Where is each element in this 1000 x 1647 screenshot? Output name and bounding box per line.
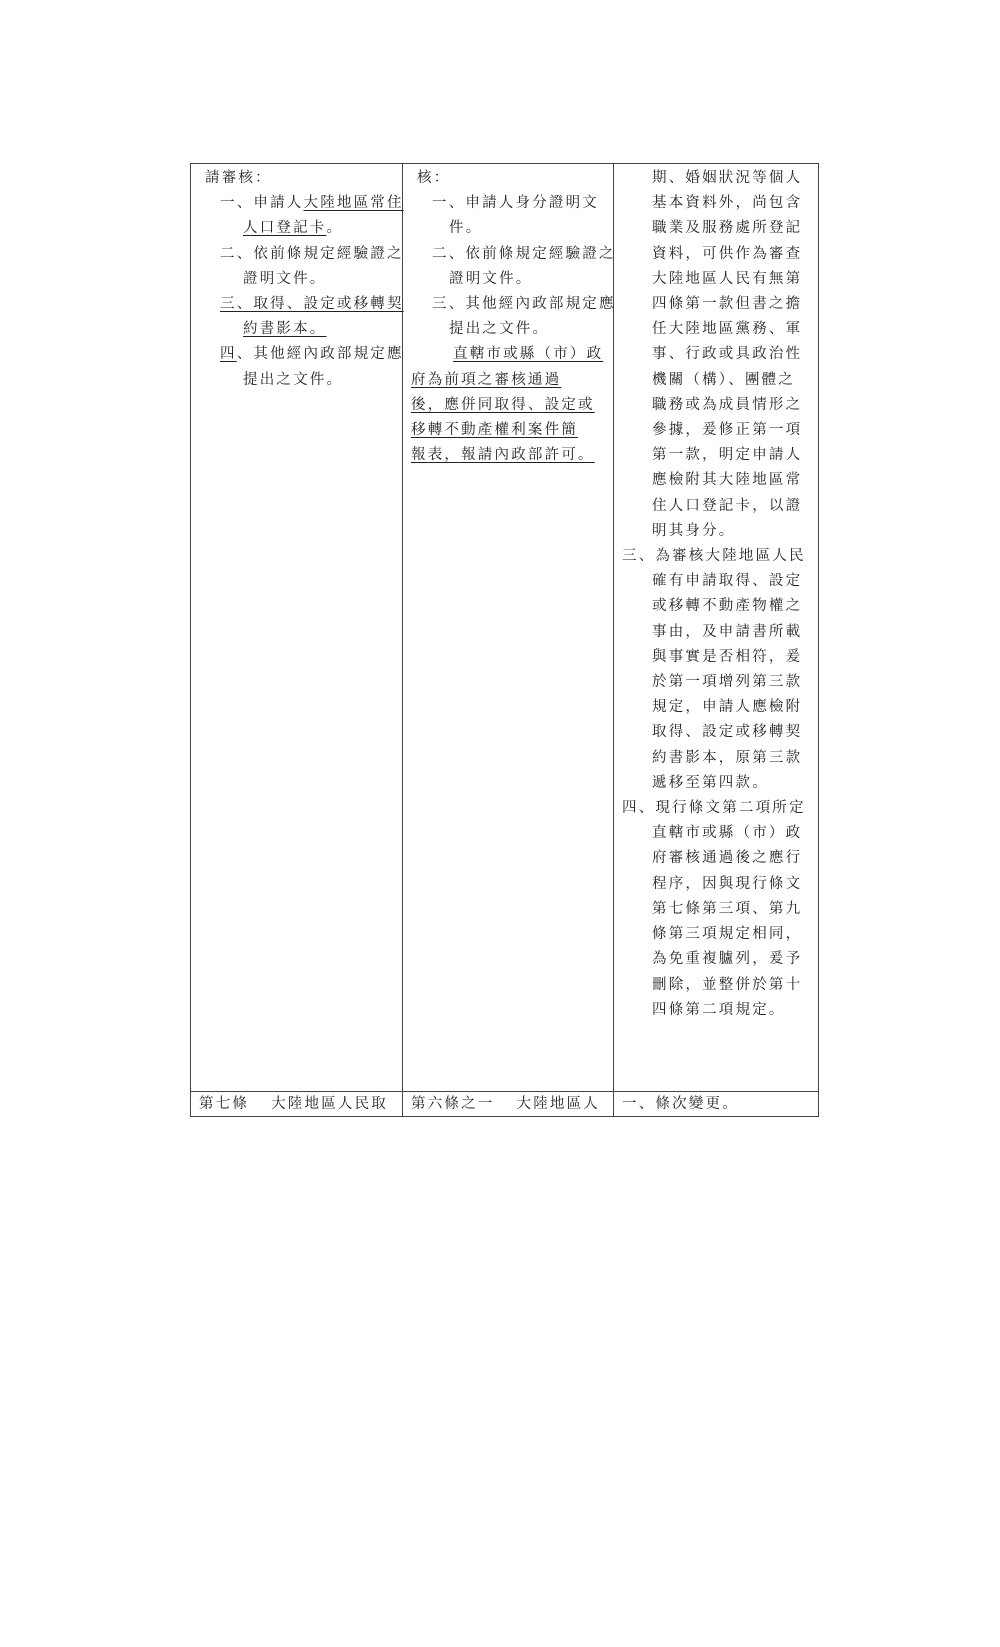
- text-line: 四、現行條文第二項所定: [622, 800, 806, 817]
- text-line: 遞移至第四款。: [652, 774, 769, 791]
- current-text-cell: [403, 1092, 614, 1117]
- text-line: 規定，申請人應檢附: [652, 699, 803, 716]
- text-line: 為免重複臚列，爰予: [652, 951, 803, 968]
- text-line: 證明文件。: [243, 270, 327, 287]
- text-line: 移轉不動產權利案件簡: [411, 422, 578, 439]
- text-line: 條第三項規定相同，: [652, 926, 803, 943]
- table-row: [191, 164, 819, 1092]
- article-text: 大陸地區人: [516, 1096, 600, 1112]
- text-fragment: 一、申請人: [220, 195, 304, 212]
- text-line: 期、婚姻狀況等個人: [652, 170, 803, 186]
- text-line: 應檢附其大陸地區常: [652, 472, 803, 489]
- text-line: 約書影本，原第三款: [652, 749, 803, 766]
- text-line: 明其身分。: [652, 522, 736, 539]
- text-line: 一、申請人身分證明文: [432, 195, 599, 212]
- text-line: 取得、設定或移轉契: [652, 724, 803, 741]
- underlined-fragment: 大陸地區常住: [303, 195, 404, 212]
- explanation-cell: [614, 1092, 819, 1117]
- text-line: 三、其他經內政部規定應: [432, 296, 616, 313]
- text-fragment: 。: [326, 220, 344, 237]
- text-line: 第七條第三項、第九: [652, 900, 803, 917]
- text-line: 事由，及申請書所載: [652, 623, 803, 640]
- text-line: 證明文件。: [449, 270, 533, 287]
- amended-text-cell: [191, 1092, 403, 1117]
- article-number: 第七條: [199, 1096, 250, 1112]
- text-line: 程序，因與現行條文: [652, 875, 803, 892]
- text-line: [199, 317, 397, 342]
- text-line: 三、為審核大陸地區人民: [622, 548, 806, 565]
- explanation-cell: [614, 164, 819, 1092]
- text-line: 機關（構）、團體之: [652, 371, 796, 388]
- text-line: [199, 191, 404, 216]
- underlined-fragment: 人口登記卡: [243, 220, 327, 237]
- article-text: 大陸地區人民取: [271, 1096, 389, 1112]
- text-line: [411, 1093, 608, 1115]
- text-line: 提出之文件。: [449, 321, 550, 338]
- text-line: 四條第二項規定。: [652, 1001, 786, 1018]
- text-line: 職務或為成員情形之: [652, 396, 803, 413]
- underlined-fragment: 直轄市或縣（市）政: [453, 346, 604, 363]
- text-line: 與事實是否相符，爰: [652, 648, 803, 665]
- underlined-fragment: 四: [220, 346, 237, 363]
- current-text-cell: [403, 164, 614, 1092]
- text-line: 二、依前條規定經驗證之: [220, 245, 404, 262]
- underlined-fragment: 約書影本。: [243, 321, 327, 338]
- text-line: 職業及服務處所登記: [652, 220, 803, 237]
- text-line: 後，應併同取得、設定或: [411, 396, 595, 413]
- text-line: 一、條次變更。: [622, 1096, 739, 1112]
- text-line: 住人口登記卡，以證: [652, 497, 803, 514]
- text-line: 請審核：: [205, 170, 272, 186]
- text-line: [199, 342, 404, 367]
- text-line: 報表，報請內政部許可。: [411, 447, 595, 464]
- text-line: 或移轉不動產物權之: [652, 598, 803, 615]
- text-line: 刪除，並整併於第十: [652, 976, 803, 993]
- text-line: 確有申請取得、設定: [652, 573, 803, 590]
- text-line: 資料，可供作為審查: [652, 245, 803, 262]
- text-line: 於第一項增列第三款: [652, 674, 803, 691]
- text-line: 三、取得、設定或移轉契: [220, 296, 404, 313]
- article-number: 第六條之一: [411, 1096, 495, 1112]
- text-line: 任大陸地區黨務、軍: [652, 321, 803, 338]
- text-line: [199, 216, 397, 241]
- text-line: 二、依前條規定經驗證之: [432, 245, 616, 262]
- text-line: 四條第一款但書之擔: [652, 296, 803, 313]
- amended-text-cell: [191, 164, 403, 1092]
- text-line: 第一款，明定申請人: [652, 447, 803, 464]
- text-line: 提出之文件。: [243, 371, 344, 388]
- text-fragment: 、其他經內政部規定應: [236, 346, 404, 363]
- text-line: 事、行政或具政治性: [652, 346, 803, 363]
- text-line: 核：: [417, 170, 451, 186]
- text-line: 府為前項之審核通過: [411, 371, 562, 388]
- text-line: [411, 342, 608, 367]
- table-row: [191, 1092, 819, 1117]
- text-line: 大陸地區人民有無第: [652, 270, 803, 287]
- text-line: 參據，爰修正第一項: [652, 422, 803, 439]
- text-line: 件。: [449, 220, 483, 237]
- text-line: 基本資料外，尚包含: [652, 195, 803, 212]
- text-line: 府審核通過後之應行: [652, 850, 803, 867]
- text-line: 直轄市或縣（市）政: [652, 825, 803, 842]
- comparison-table: [190, 163, 819, 1117]
- text-line: [199, 1093, 397, 1115]
